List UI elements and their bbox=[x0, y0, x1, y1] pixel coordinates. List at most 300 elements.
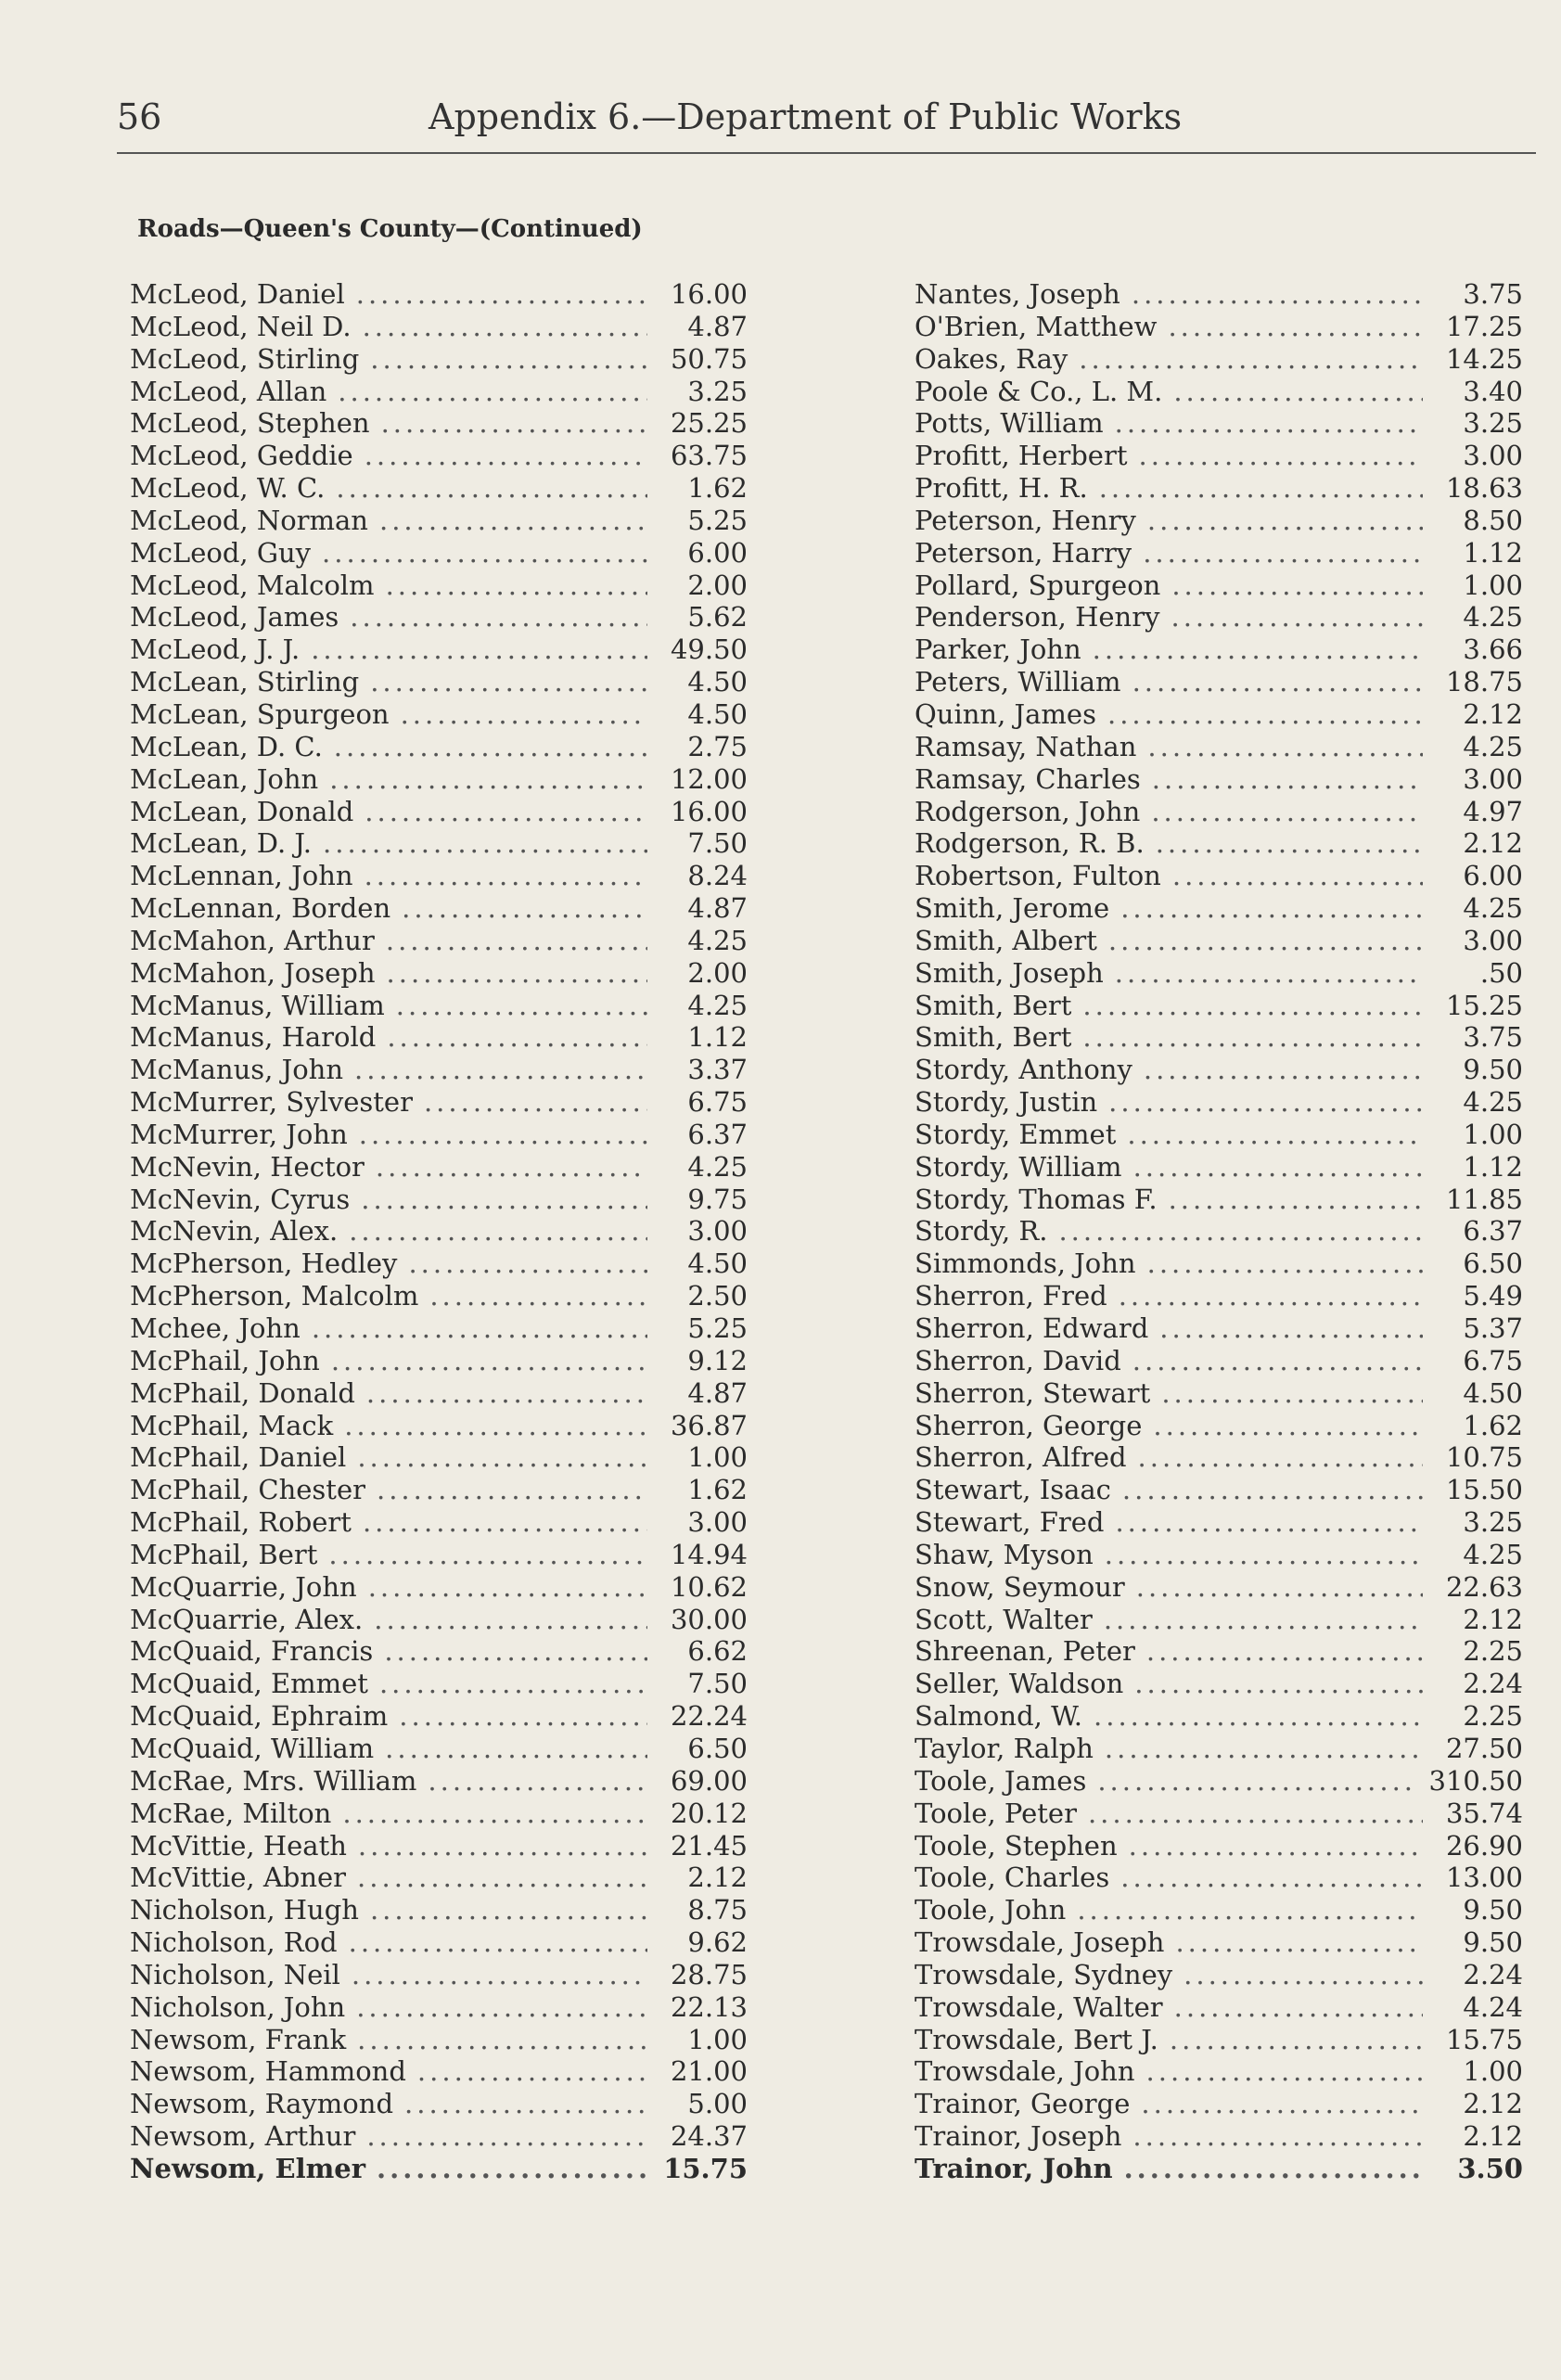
dot-leader bbox=[1147, 1248, 1423, 1280]
dot-leader bbox=[1138, 440, 1423, 472]
page-title: Appendix 6.—Department of Public Works bbox=[429, 96, 1183, 137]
dot-leader bbox=[349, 1926, 647, 1959]
list-item bbox=[915, 1733, 1523, 1765]
payee-name: Sherron, Stewart bbox=[915, 1376, 1151, 1409]
list-item bbox=[130, 1506, 748, 1539]
payee-name: Toole, Peter bbox=[915, 1797, 1077, 1829]
dot-leader bbox=[1115, 957, 1423, 990]
payment-amount: 4.25 bbox=[1463, 601, 1523, 633]
payee-name: McQuaid, Francis bbox=[130, 1635, 374, 1668]
dot-leader bbox=[370, 666, 647, 698]
dot-leader bbox=[396, 990, 647, 1022]
dot-leader bbox=[377, 1474, 647, 1506]
payee-name: McRae, Milton bbox=[130, 1797, 332, 1829]
dot-leader bbox=[1120, 1862, 1423, 1894]
payee-name: McPhail, John bbox=[130, 1344, 320, 1376]
payee-name: Sherron, George bbox=[915, 1409, 1143, 1441]
dot-leader bbox=[1159, 1312, 1423, 1345]
payment-amount: 3.25 bbox=[1463, 1506, 1523, 1539]
payee-name: Shaw, Myson bbox=[915, 1538, 1094, 1570]
payment-amount: 1.00 bbox=[1463, 1118, 1523, 1150]
list-item bbox=[915, 505, 1523, 537]
dot-leader bbox=[1093, 633, 1423, 666]
payment-amount: 20.12 bbox=[670, 1797, 748, 1829]
payee-name: Seller, Waldson bbox=[915, 1668, 1124, 1700]
list-item bbox=[915, 1798, 1523, 1830]
payment-amount: 6.50 bbox=[1463, 1248, 1523, 1280]
payment-amount: 4.87 bbox=[687, 310, 748, 342]
dot-leader bbox=[1120, 892, 1423, 925]
payment-amount: 15.75 bbox=[1445, 2023, 1523, 2055]
payee-name: McManus, John bbox=[130, 1054, 344, 1086]
list-item bbox=[915, 666, 1523, 698]
payment-amount: 2.12 bbox=[687, 1862, 748, 1894]
payee-name: Ramsay, Nathan bbox=[915, 730, 1137, 762]
payee-name: McLeod, Daniel bbox=[130, 278, 345, 310]
payment-amount: 4.50 bbox=[687, 666, 748, 698]
payee-name: Newsom, Arthur bbox=[130, 2120, 356, 2153]
dot-leader bbox=[387, 1021, 647, 1054]
list-item bbox=[915, 925, 1523, 957]
payee-name: Newsom, Raymond bbox=[130, 2088, 394, 2120]
payee-name: McLennan, Borden bbox=[130, 892, 391, 925]
dot-leader bbox=[1107, 698, 1423, 731]
list-item bbox=[130, 1054, 748, 1086]
payment-amount: 5.25 bbox=[687, 1312, 748, 1344]
list-item bbox=[130, 1830, 748, 1862]
list-item bbox=[915, 1571, 1523, 1604]
payee-name: Stordy, R. bbox=[915, 1215, 1048, 1248]
payment-amount: 2.00 bbox=[687, 569, 748, 601]
dot-leader bbox=[1138, 1441, 1423, 1474]
payment-amount: 3.00 bbox=[1463, 762, 1523, 795]
payee-name: McMahon, Joseph bbox=[130, 956, 376, 989]
payment-amount: 15.50 bbox=[1445, 1474, 1523, 1506]
payment-amount: 4.25 bbox=[1463, 1538, 1523, 1570]
list-item bbox=[130, 1604, 748, 1636]
payment-amount: 10.75 bbox=[1445, 1441, 1523, 1474]
payee-name: McMurrer, Sylvester bbox=[130, 1086, 413, 1119]
list-item bbox=[130, 2153, 748, 2185]
dot-leader bbox=[1146, 1635, 1423, 1668]
dot-leader bbox=[349, 1215, 647, 1248]
dot-leader bbox=[1133, 1151, 1423, 1184]
list-item bbox=[130, 796, 748, 828]
payee-name: Rodgerson, R. B. bbox=[915, 827, 1145, 860]
payment-amount: 6.00 bbox=[687, 536, 748, 569]
list-item bbox=[915, 1086, 1523, 1119]
dot-leader bbox=[376, 1151, 647, 1184]
payment-amount: 2.75 bbox=[687, 730, 748, 762]
list-item bbox=[130, 407, 748, 440]
list-item bbox=[130, 1571, 748, 1604]
payment-amount: 14.94 bbox=[670, 1538, 748, 1570]
dot-leader bbox=[1124, 2153, 1423, 2185]
list-item bbox=[130, 2055, 748, 2088]
payment-amount: 1.00 bbox=[687, 1441, 748, 1474]
payee-name: Penderson, Henry bbox=[915, 601, 1160, 633]
payment-amount: 1.00 bbox=[1463, 2055, 1523, 2088]
list-item bbox=[130, 1798, 748, 1830]
dot-leader bbox=[404, 2088, 647, 2120]
payment-amount: 7.50 bbox=[687, 827, 748, 860]
list-item bbox=[915, 1280, 1523, 1312]
payee-name: Poole & Co., L. M. bbox=[915, 375, 1163, 407]
dot-leader bbox=[1105, 1733, 1423, 1765]
payment-amount: 8.75 bbox=[687, 1894, 748, 1926]
payee-name: Newsom, Frank bbox=[130, 2023, 347, 2055]
payment-amount: 3.25 bbox=[1463, 407, 1523, 440]
dot-leader bbox=[424, 1086, 647, 1119]
payment-amount: 7.50 bbox=[687, 1668, 748, 1700]
dot-leader bbox=[379, 505, 647, 537]
dot-leader bbox=[385, 1733, 647, 1765]
payment-amount: 63.75 bbox=[670, 440, 748, 472]
list-item bbox=[915, 407, 1523, 440]
list-item bbox=[130, 569, 748, 602]
list-item bbox=[130, 1539, 748, 1571]
list-item bbox=[915, 440, 1523, 472]
dot-leader bbox=[1169, 1184, 1423, 1216]
payment-amount: 1.62 bbox=[687, 472, 748, 505]
dot-leader bbox=[1146, 2055, 1423, 2088]
dot-leader bbox=[370, 343, 647, 376]
list-item bbox=[130, 1184, 748, 1216]
payment-amount: 21.45 bbox=[670, 1829, 748, 1862]
list-item bbox=[915, 472, 1523, 505]
payment-amount: 6.37 bbox=[687, 1118, 748, 1150]
dot-leader bbox=[1132, 2120, 1423, 2153]
payee-name: Taylor, Ralph bbox=[915, 1732, 1094, 1764]
payee-name: Stordy, Anthony bbox=[915, 1054, 1132, 1086]
list-item bbox=[130, 633, 748, 666]
payee-name: Nantes, Joseph bbox=[915, 278, 1120, 310]
payment-amount: 69.00 bbox=[670, 1764, 748, 1797]
payment-amount: 5.37 bbox=[1463, 1312, 1523, 1344]
payee-name: Toole, James bbox=[915, 1764, 1087, 1797]
dot-leader bbox=[1132, 666, 1423, 698]
payee-name: McPherson, Malcolm bbox=[130, 1280, 419, 1312]
dot-leader bbox=[1132, 1345, 1423, 1377]
payment-amount: 21.00 bbox=[670, 2055, 748, 2088]
dot-leader bbox=[342, 1798, 647, 1830]
list-item bbox=[915, 601, 1523, 633]
list-item bbox=[130, 601, 748, 633]
list-item bbox=[130, 1959, 748, 1991]
payment-amount: 3.00 bbox=[687, 1506, 748, 1539]
payment-amount: 9.62 bbox=[687, 1926, 748, 1959]
list-item bbox=[915, 1054, 1523, 1086]
list-item bbox=[130, 957, 748, 990]
payee-name: Shreenan, Peter bbox=[915, 1635, 1135, 1668]
list-item bbox=[130, 2024, 748, 2056]
dot-leader bbox=[1088, 1798, 1423, 1830]
payment-amount: 15.75 bbox=[663, 2152, 748, 2184]
dot-leader bbox=[354, 1054, 647, 1086]
dot-leader bbox=[370, 1894, 647, 1926]
list-item bbox=[915, 2055, 1523, 2088]
dot-leader bbox=[1172, 860, 1423, 892]
payment-amount: 1.62 bbox=[1463, 1409, 1523, 1441]
dot-leader bbox=[365, 860, 647, 892]
list-item bbox=[130, 1474, 748, 1506]
list-item bbox=[130, 1248, 748, 1280]
payment-amount: 25.25 bbox=[670, 407, 748, 440]
list-item bbox=[915, 1474, 1523, 1506]
dot-leader bbox=[358, 1830, 647, 1862]
payment-amount: 6.75 bbox=[1463, 1344, 1523, 1376]
dot-leader bbox=[1077, 1894, 1423, 1926]
payee-name: Nicholson, Rod bbox=[130, 1926, 338, 1959]
list-item bbox=[130, 860, 748, 892]
payment-amount: 3.00 bbox=[1463, 440, 1523, 472]
dot-leader bbox=[363, 1506, 647, 1539]
payee-name: Peterson, Henry bbox=[915, 504, 1136, 536]
payment-amount: 3.66 bbox=[1463, 633, 1523, 666]
dot-leader bbox=[1153, 1410, 1423, 1442]
list-item bbox=[130, 311, 748, 343]
payee-name: McLeod, Allan bbox=[130, 375, 327, 407]
list-item bbox=[915, 1830, 1523, 1862]
payee-name: Robertson, Fulton bbox=[915, 860, 1161, 892]
list-item bbox=[130, 666, 748, 698]
payment-amount: 3.50 bbox=[1457, 2152, 1523, 2184]
dot-leader bbox=[428, 1765, 647, 1798]
list-item bbox=[130, 278, 748, 311]
payee-name: Stordy, William bbox=[915, 1150, 1122, 1183]
list-item bbox=[915, 957, 1523, 990]
dot-leader bbox=[331, 1345, 647, 1377]
list-item bbox=[130, 892, 748, 925]
payee-name: McQuaid, Ephraim bbox=[130, 1700, 389, 1733]
payment-amount: 4.25 bbox=[687, 924, 748, 956]
payment-amount: 50.75 bbox=[670, 342, 748, 375]
dot-leader bbox=[417, 2055, 647, 2088]
payment-amount: 22.63 bbox=[1445, 1570, 1523, 1603]
dot-leader bbox=[1173, 376, 1423, 408]
payment-amount: 22.24 bbox=[670, 1700, 748, 1733]
list-item bbox=[915, 1119, 1523, 1151]
payee-name: Trowsdale, Joseph bbox=[915, 1926, 1165, 1959]
list-item bbox=[915, 1894, 1523, 1926]
list-item bbox=[130, 537, 748, 569]
payee-name: McLeod, Stirling bbox=[130, 342, 360, 375]
payee-name: McLeod, W. C. bbox=[130, 472, 326, 505]
payee-name: Stordy, Thomas F. bbox=[915, 1183, 1158, 1215]
dot-leader bbox=[312, 1312, 647, 1345]
payment-amount: 11.85 bbox=[1445, 1183, 1523, 1215]
payee-name: McLennan, John bbox=[130, 860, 353, 892]
payee-name: McManus, Harold bbox=[130, 1021, 377, 1054]
list-item bbox=[915, 376, 1523, 408]
payee-name: Smith, Joseph bbox=[915, 956, 1104, 989]
list-item bbox=[915, 1215, 1523, 1248]
dot-leader bbox=[1129, 1830, 1423, 1862]
dot-leader bbox=[1115, 407, 1423, 440]
payee-name: McLean, Donald bbox=[130, 795, 354, 827]
payee-name: Newsom, Hammond bbox=[130, 2055, 406, 2088]
payee-name: Trowsdale, John bbox=[915, 2055, 1135, 2088]
payee-name: McNevin, Cyrus bbox=[130, 1183, 351, 1215]
payee-name: Pollard, Spurgeon bbox=[915, 569, 1161, 601]
payee-name: Stewart, Fred bbox=[915, 1506, 1105, 1539]
list-item bbox=[915, 1959, 1523, 1991]
payment-amount: 4.24 bbox=[1463, 1990, 1523, 2023]
payee-name: McQuarrie, Alex. bbox=[130, 1603, 364, 1635]
list-item bbox=[915, 796, 1523, 828]
payment-amount: 3.25 bbox=[687, 375, 748, 407]
payment-amount: 6.00 bbox=[1463, 860, 1523, 892]
payee-name: McLeod, J. J. bbox=[130, 633, 301, 666]
list-item bbox=[915, 1151, 1523, 1184]
payee-name: Quinn, James bbox=[915, 697, 1096, 730]
list-item bbox=[915, 1539, 1523, 1571]
list-item bbox=[130, 376, 748, 408]
list-item bbox=[915, 2088, 1523, 2120]
list-item bbox=[130, 2120, 748, 2153]
left-column bbox=[130, 278, 748, 2185]
payee-name: McLeod, Stephen bbox=[130, 407, 370, 440]
payee-name: McLeod, Norman bbox=[130, 504, 368, 536]
list-item bbox=[915, 278, 1523, 311]
dot-leader bbox=[381, 407, 647, 440]
payee-name: McRae, Mrs. William bbox=[130, 1764, 417, 1797]
dot-leader bbox=[363, 311, 647, 343]
payee-name: Newsom, Elmer bbox=[130, 2152, 366, 2184]
list-item bbox=[915, 860, 1523, 892]
dot-leader bbox=[1141, 2088, 1423, 2120]
payee-name: Snow, Seymour bbox=[915, 1570, 1125, 1603]
list-item bbox=[130, 1410, 748, 1442]
dot-leader bbox=[338, 376, 647, 408]
list-item bbox=[130, 1894, 748, 1926]
payee-name: Profitt, Herbert bbox=[915, 440, 1128, 472]
payee-name: Nicholson, Hugh bbox=[130, 1894, 359, 1926]
list-item bbox=[915, 569, 1523, 602]
list-item bbox=[915, 1635, 1523, 1668]
list-item bbox=[915, 731, 1523, 763]
payee-name: Scott, Walter bbox=[915, 1603, 1093, 1635]
payee-name: Trowsdale, Sydney bbox=[915, 1958, 1173, 1990]
list-item bbox=[130, 1021, 748, 1054]
payee-name: Potts, William bbox=[915, 407, 1104, 440]
list-item bbox=[130, 2088, 748, 2120]
list-item bbox=[130, 440, 748, 472]
payee-name: McVittie, Heath bbox=[130, 1829, 347, 1862]
dot-leader bbox=[1147, 505, 1423, 537]
list-item bbox=[130, 1151, 748, 1184]
payment-amount: 2.00 bbox=[687, 956, 748, 989]
payee-name: McMurrer, John bbox=[130, 1118, 348, 1150]
dot-leader bbox=[1184, 1959, 1423, 1991]
list-item bbox=[915, 2120, 1523, 2153]
payment-amount: 4.50 bbox=[1463, 1376, 1523, 1409]
payment-amount: 3.00 bbox=[1463, 924, 1523, 956]
payee-name: McLean, Spurgeon bbox=[130, 697, 390, 730]
payment-amount: 4.25 bbox=[1463, 892, 1523, 925]
payee-name: Stordy, Emmet bbox=[915, 1118, 1117, 1150]
list-item bbox=[130, 1926, 748, 1959]
list-item bbox=[130, 1345, 748, 1377]
list-item bbox=[130, 698, 748, 731]
payment-amount: 310.50 bbox=[1428, 1764, 1523, 1797]
list-item bbox=[130, 1668, 748, 1700]
payee-name: Trainor, George bbox=[915, 2088, 1131, 2120]
payee-name: McNevin, Alex. bbox=[130, 1215, 339, 1248]
payment-amount: 6.75 bbox=[687, 1086, 748, 1119]
list-item bbox=[130, 1086, 748, 1119]
dot-leader bbox=[377, 2153, 647, 2185]
dot-leader bbox=[399, 1700, 647, 1733]
payment-amount: 5.49 bbox=[1463, 1280, 1523, 1312]
payee-name: Oakes, Ray bbox=[915, 342, 1068, 375]
payment-amount: 1.62 bbox=[687, 1474, 748, 1506]
dot-leader bbox=[1058, 1215, 1423, 1248]
list-item bbox=[915, 343, 1523, 376]
dot-leader bbox=[365, 440, 647, 472]
payment-amount: 2.24 bbox=[1463, 1958, 1523, 1990]
dot-leader bbox=[334, 731, 647, 763]
dot-leader bbox=[1171, 569, 1423, 602]
list-item bbox=[915, 633, 1523, 666]
payment-amount: 16.00 bbox=[670, 795, 748, 827]
payee-name: Ramsay, Charles bbox=[915, 762, 1141, 795]
dot-leader bbox=[402, 892, 647, 925]
dot-leader bbox=[323, 827, 647, 860]
payment-amount: 4.25 bbox=[687, 1150, 748, 1183]
list-item bbox=[915, 1377, 1523, 1410]
payee-name: McQuarrie, John bbox=[130, 1570, 357, 1603]
payment-amount: 4.25 bbox=[1463, 730, 1523, 762]
list-item bbox=[915, 1021, 1523, 1054]
payee-name: Sherron, Alfred bbox=[915, 1441, 1127, 1474]
list-item bbox=[915, 1926, 1523, 1959]
dot-leader bbox=[1105, 1539, 1423, 1571]
list-item bbox=[915, 1441, 1523, 1474]
payee-name: Toole, Stephen bbox=[915, 1829, 1118, 1862]
section-heading: Roads—Queen's County—(Continued) bbox=[137, 215, 643, 243]
payment-amount: 13.00 bbox=[1445, 1862, 1523, 1894]
list-item bbox=[915, 2153, 1523, 2185]
payee-name: McPhail, Donald bbox=[130, 1376, 355, 1409]
payment-amount: 8.24 bbox=[687, 860, 748, 892]
dot-leader bbox=[1127, 1119, 1423, 1151]
payment-amount: 1.00 bbox=[687, 2023, 748, 2055]
dot-leader bbox=[352, 1959, 647, 1991]
list-item bbox=[915, 1345, 1523, 1377]
list-item bbox=[915, 1184, 1523, 1216]
list-item bbox=[130, 1280, 748, 1312]
dot-leader bbox=[356, 278, 647, 311]
payment-amount: 35.74 bbox=[1445, 1797, 1523, 1829]
payee-name: Nicholson, Neil bbox=[130, 1958, 340, 1990]
payee-name: Smith, Bert bbox=[915, 989, 1072, 1021]
payment-amount: 18.63 bbox=[1445, 472, 1523, 505]
payment-amount: 3.37 bbox=[687, 1054, 748, 1086]
payee-name: McLean, D. C. bbox=[130, 730, 323, 762]
dot-leader bbox=[1108, 1086, 1423, 1119]
dot-leader bbox=[1151, 796, 1423, 828]
list-item bbox=[130, 1312, 748, 1345]
payment-amount: 15.25 bbox=[1445, 989, 1523, 1021]
dot-leader bbox=[379, 1668, 647, 1700]
payment-amount: 27.50 bbox=[1445, 1732, 1523, 1764]
dot-leader bbox=[401, 698, 647, 731]
payment-amount: 1.00 bbox=[1463, 569, 1523, 601]
dot-leader bbox=[359, 1119, 647, 1151]
page-number: 56 bbox=[117, 96, 162, 137]
payee-name: McPhail, Bert bbox=[130, 1538, 318, 1570]
